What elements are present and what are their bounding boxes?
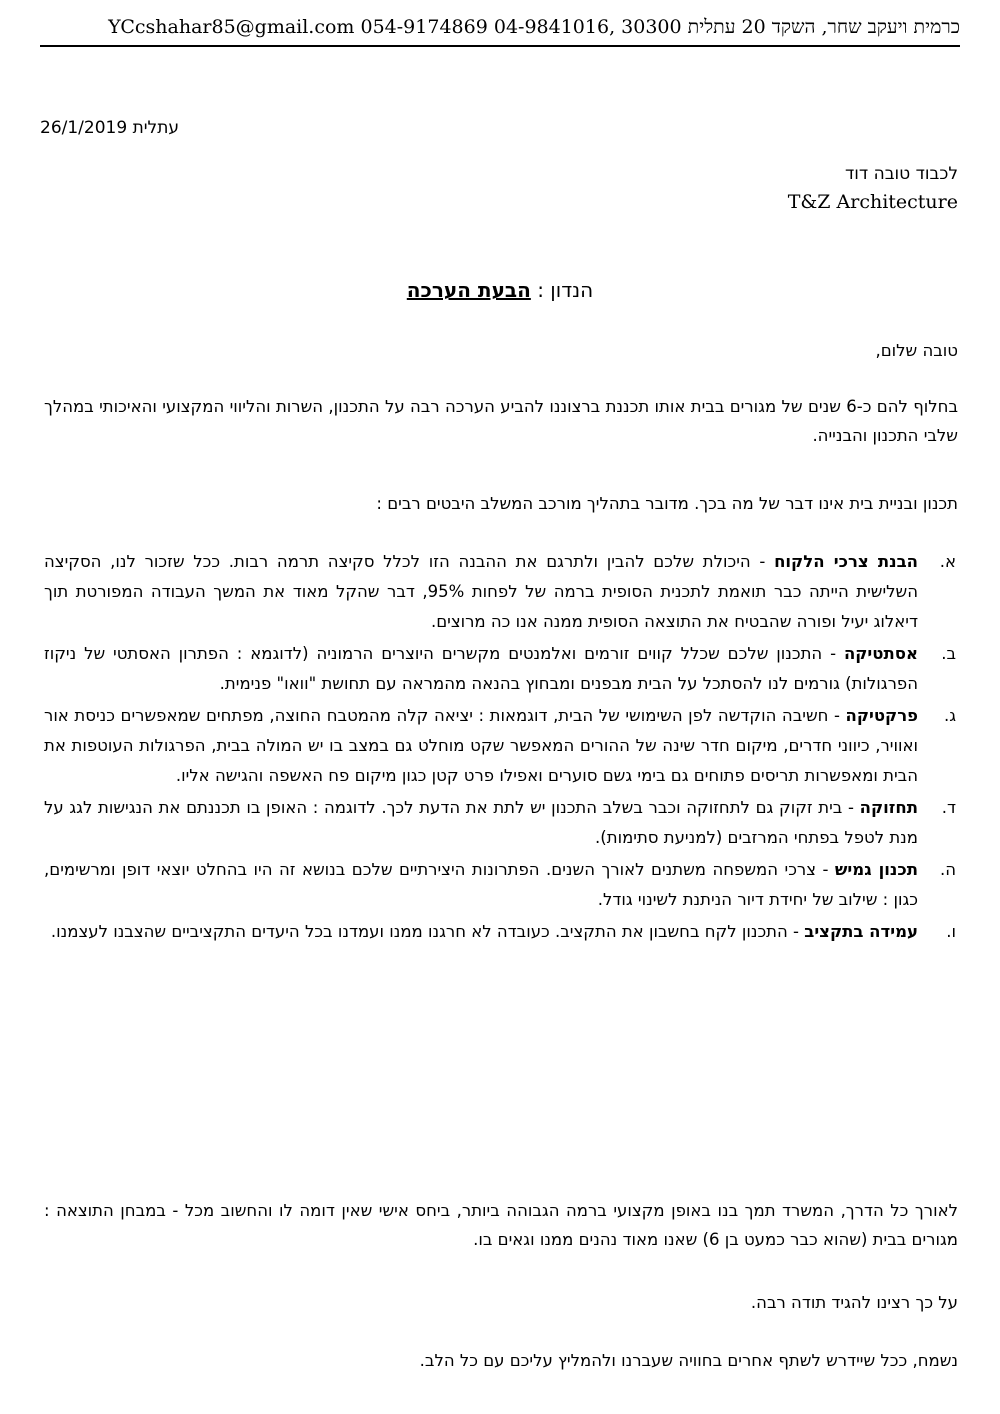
list-item xyxy=(44,793,958,853)
list-item-marker: ה. xyxy=(939,860,956,879)
recipient-company: T&Z Architecture xyxy=(787,191,958,213)
list-item-title: תחזוקה xyxy=(859,798,918,817)
intro-paragraph: בחלוף להם כ-6 שנים של מגורים בבית אותו תכננת ברצוננו להביע הערכה רבה על התכנון, השרות והליווי המקצועי והאיכותי במהלך שלבי התכנון והבנייה. xyxy=(44,397,958,445)
lead-paragraph: תכנון ובניית בית אינו דבר של מה בכך. מדובר בתהליך מורכב המשלב היבטים רבים : xyxy=(376,494,958,513)
greeting: טובה שלום, xyxy=(875,341,958,360)
list-item-marker: ג. xyxy=(943,706,956,725)
list-item-text: - צרכי המשפחה משתנים לאורך השנים. הפתרונות היצירתיים שלכם בנושא זה היו בהחלט יוצאי דופן ומרשימים, כגון : שילוב של יחידת דיור הניתנת לשינוי גודל. xyxy=(44,860,918,909)
list-item xyxy=(44,701,958,791)
recommendation-line: נשמח, ככל שיידרש לשתף אחרים בחוויה שעברנו ולהמליץ עליכם עם כל הלב. xyxy=(419,1351,958,1370)
thanks-line: על כך רצינו להגיד תודה רבה. xyxy=(750,1293,958,1312)
praise-list xyxy=(44,547,958,949)
letterhead: כרמית ויעקב שחר, השקד 20 עתלית 30300 ,04-9841016 054-9174869 YCcshahar85@gmail.com xyxy=(40,16,960,47)
list-item-text: - בית זקוק גם לתחזוקה וכבר בשלב התכנון יש לתת את הדעת לכך. לדוגמה : האופן בו תכננתם את הנגישות לגג על מנת לטפל בפתחי המרזבים (למניעת סתימות). xyxy=(44,798,918,847)
list-item-text: - התכנון לקח בחשבון את התקציב. כעובדה לא חרגנו ממנו ועמדנו בכל היעדים התקציביים שהצבנו לעצמנו. xyxy=(50,922,805,941)
recipient-block xyxy=(788,160,958,216)
subject-prefix: הנדון : xyxy=(537,278,594,302)
list-item-title: תכנון גמיש xyxy=(834,860,918,879)
list-item xyxy=(44,917,958,947)
list-item-text: - חשיבה הוקדשה לפן השימושי של הבית, דוגמאות : יציאה קלה מהמטבח החוצה, מפתחים שמאפשרים כניסת אור ואוויר, כיווני חדרים, מיקום חדר שינה של ההורים המאפשר שקט מוחלט גם במצב בו יש המולה בבית, הפרגולות העוטפות את הבית ומאפשרות תריסים פתוחים גם בימי גשם סוערים ואפילו פרט קטן כגון מיקום פח האשפה והגישה אליו. xyxy=(44,706,918,785)
list-item-title: עמידה בתקציב xyxy=(804,922,918,941)
list-item xyxy=(44,547,958,637)
list-item xyxy=(44,639,958,699)
list-item-title: פרקטיקה xyxy=(845,706,918,725)
list-item-marker: ד. xyxy=(941,798,956,817)
subject-line xyxy=(0,278,1000,302)
recipient-name: לכבוד טובה דוד xyxy=(845,164,958,184)
list-item-text: - התכנון שלכם שכלל קווים זורמים ואלמנטים מקשרים היוצרים הרמוניה (לדוגמא : הפתרון האסתטי של ניקוז הפרגולות) גורמים לנו להסתכל על הבית מבפנים ומבחוץ בהנאה מהמראה עם תחושת "וואו" פנימית. xyxy=(44,644,918,693)
subject-title: הבעת הערכה xyxy=(406,278,531,302)
letter-date: עתלית 26/1/2019 xyxy=(40,118,180,138)
list-item xyxy=(44,855,958,915)
list-item-title: אסתטיקה xyxy=(843,644,918,663)
list-item-marker: ו. xyxy=(946,922,956,941)
list-item-text: - היכולת שלכם להבין ולתרגם את ההבנה הזו לכלל סקיצה תרמה רבות. ככל שזכור לנו, הסקיצה השלישית הייתה כבר תואמת לתכנית הסופית ברמה של לפחות 95%, דבר שהקל מאוד את המשך העבודה המפורטת תוך דיאלוג יעיל ופורה שהבטיח את התוצאה הסופית ממנה אנו כה מרוצים. xyxy=(44,552,919,631)
closing-paragraph: לאורך כל הדרך, המשרד תמך בנו באופן מקצועי ברמה הגבוהה ביותר, ביחס אישי שאין דומה לו והחשוב מכל - במבחן התוצאה : מגורים בבית (שהוא כבר כמעט בן 6) שאנו מאוד נהנים ממנו וגאים בו. xyxy=(44,1201,958,1249)
list-item-marker: א. xyxy=(939,552,956,571)
list-item-marker: ב. xyxy=(941,644,956,663)
list-item-title: הבנת צרכי הלקוח xyxy=(774,552,919,571)
